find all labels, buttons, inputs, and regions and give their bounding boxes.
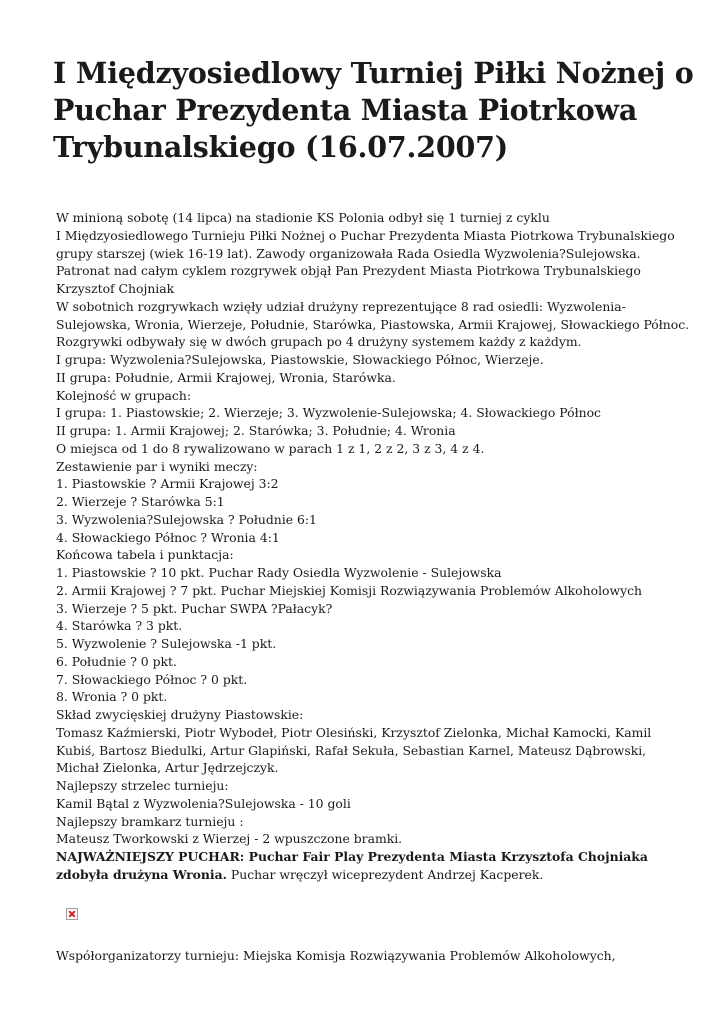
body-line: 4. Słowackiego Północ ? Wronia 4:1 — [56, 529, 280, 545]
body-line: grupy starszej (wiek 16-19 lat). Zawody organizowała Rada Osiedla Wyzwolenia?Sulejowska. — [56, 245, 641, 261]
body-line: II grupa: 1. Armii Krajowej; 2. Starówka; 3. Południe; 4. Wronia — [56, 423, 456, 438]
title-line: Puchar Prezydenta Miasta Piotrkowa — [53, 93, 638, 127]
highlight-line: NAJWAŻNIEJSZY PUCHAR: Puchar Fair Play Prezydenta Miasta Krzysztofa Chojniaka — [56, 849, 648, 864]
body-line: Krzysztof Chojniak — [56, 281, 175, 296]
article-body — [56, 209, 696, 884]
body-line: 6. Południe ? 0 pkt. — [56, 653, 177, 669]
body-line: 7. Słowackiego Północ ? 0 pkt. — [56, 671, 248, 687]
body-line: Końcowa tabela i punktacja: — [56, 547, 234, 563]
body-line: 2. Wierzeje ? Starówka 5:1 — [56, 494, 225, 509]
highlight-bold-text: zdobyła drużyna Wronia. — [56, 866, 227, 882]
body-line: W sobotnich rozgrywkach wzięły udział drużyny reprezentujące 8 rad osiedli: Wyzwolenia- — [56, 298, 626, 314]
body-line: Patronat nad całym cyklem rozgrywek objął Pan Prezydent Miasta Piotrkowa Trybunalskiego — [56, 263, 641, 279]
body-line: Kubiś, Bartosz Biedulki, Artur Glapiński, Rafał Sekuła, Sebastian Karnel, Mateusz Dąbrowski, — [56, 742, 647, 758]
body-line: Kamil Bątal z Wyzwolenia?Sulejowska - 10 goli — [56, 795, 351, 811]
body-line: 2. Armii Krajowej ? 7 pkt. Puchar Miejskiej Komisji Rozwiązywania Problemów Alkoholowych — [56, 582, 643, 598]
body-line: Mateusz Tworkowski z Wierzej - 2 wpuszczone bramki. — [56, 831, 403, 847]
body-line: II grupa: Południe, Armii Krajowej, Wronia, Starówka. — [56, 369, 396, 385]
highlight-line-2 — [56, 866, 696, 884]
title-line: Trybunalskiego (16.07.2007) — [53, 130, 509, 164]
footer-text: Współorganizatorzy turnieju: Miejska Komisja Rozwiązywania Problemów Alkoholowych, — [56, 948, 616, 963]
body-line: Najlepszy strzelec turnieju: — [56, 778, 229, 793]
article-title — [53, 55, 693, 166]
body-line: Skład zwycięskiej drużyny Piastowskie: — [56, 707, 304, 722]
body-line: Najlepszy bramkarz turnieju : — [56, 813, 244, 829]
highlight-normal-text: Puchar wręczył wiceprezydent Andrzej Kacperek. — [226, 866, 544, 882]
body-line: 3. Wierzeje ? 5 pkt. Puchar SWPA ?Pałacyk? — [56, 600, 333, 616]
body-line: I grupa: Wyzwolenia?Sulejowska, Piastowskie, Słowackiego Północ, Wierzeje. — [56, 352, 544, 367]
body-line: I Międzyosiedlowego Turnieju Piłki Nożnej o Puchar Prezydenta Miasta Piotrkowa Trybunalskiego — [56, 227, 675, 243]
body-line: Zestawienie par i wyniki meczy: — [56, 458, 258, 474]
body-line: I grupa: 1. Piastowskie; 2. Wierzeje; 3. Wyzwolenie-Sulejowska; 4. Słowackiego Północ — [56, 405, 601, 421]
body-line: 4. Starówka ? 3 pkt. — [56, 618, 183, 634]
body-line: 1. Piastowskie ? Armii Krajowej 3:2 — [56, 476, 279, 492]
body-line: Sulejowska, Wronia, Wierzeje, Południe, Starówka, Piastowska, Armii Krajowej, Słowackiego Północ. — [56, 316, 690, 332]
body-line: 5. Wyzwolenie ? Sulejowska -1 pkt. — [56, 636, 277, 651]
title-line: I Międzyosiedlowy Turniej Piłki Nożnej o — [53, 56, 694, 90]
body-line: Kolejność w grupach: — [56, 387, 191, 403]
body-line: 1. Piastowskie ? 10 pkt. Puchar Rady Osiedla Wyzwolenie - Sulejowska — [56, 565, 502, 580]
body-line: Tomasz Kaźmierski, Piotr Wybodeł, Piotr Olesiński, Krzysztof Zielonka, Michał Kamocki, Kamil — [56, 724, 652, 740]
broken-image-icon — [66, 908, 78, 920]
body-line: 3. Wyzwolenia?Sulejowska ? Południe 6:1 — [56, 511, 317, 527]
body-line: W minioną sobotę (14 lipca) na stadionie KS Polonia odbył się 1 turniej z cyklu — [56, 210, 550, 225]
body-line: 8. Wronia ? 0 pkt. — [56, 689, 168, 705]
body-line: Michał Zielonka, Artur Jędrzejczyk. — [56, 760, 279, 776]
body-line: Rozgrywki odbywały się w dwóch grupach po 4 drużyny systemem każdy z każdym. — [56, 334, 582, 350]
body-line: O miejsca od 1 do 8 rywalizowano w parach 1 z 1, 2 z 2, 3 z 3, 4 z 4. — [56, 440, 485, 456]
